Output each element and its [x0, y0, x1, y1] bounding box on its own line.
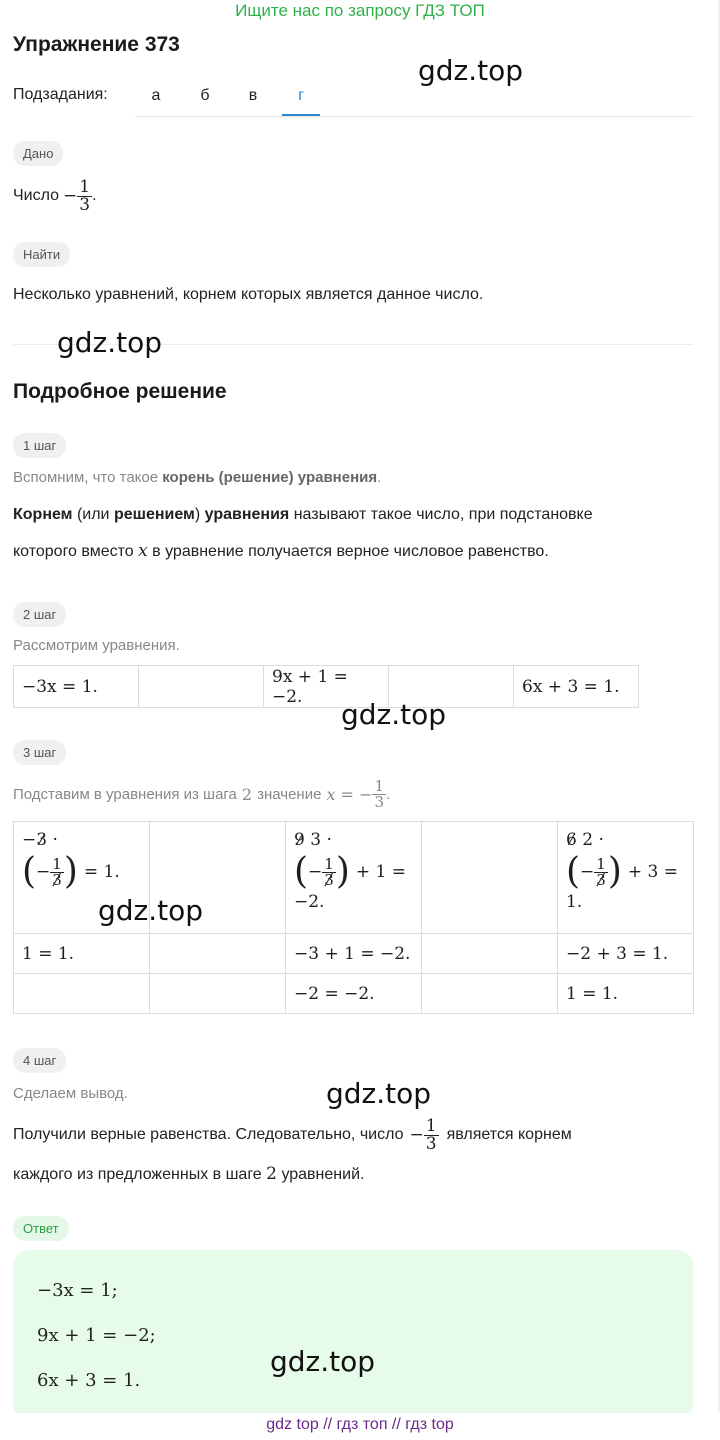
tab-g-active[interactable]: г — [282, 78, 320, 116]
col3-row2: −2 + 3 = 1. — [558, 934, 694, 974]
col1-line2 — [22, 852, 141, 892]
watermark: gdz.top — [270, 1345, 376, 1378]
col3-line3: 1. — [566, 892, 583, 912]
eq-cell-2: 9x + 1 = −2. — [264, 666, 389, 708]
step1-hint-suffix: . — [377, 469, 382, 486]
col3-dot: · — [598, 830, 604, 850]
step2-hint: Рассмотрим уравнения. — [13, 637, 180, 654]
step1-hint-bold: корень (решение) уравнения — [162, 469, 378, 486]
col3-fraction — [594, 854, 608, 889]
col2-fraction — [322, 854, 336, 889]
col2-line3: −2. — [294, 892, 325, 912]
def-line2-b: в уравнение получается верное числовое равенство. — [147, 543, 549, 560]
step3-hint-mid: значение — [257, 785, 322, 803]
given-prefix: Число — [13, 187, 60, 204]
answer-line-1: −3x = 1; — [37, 1280, 118, 1301]
empty-cell — [150, 934, 286, 974]
step3-hint-den: 3 — [374, 792, 384, 811]
def-var: x — [138, 541, 148, 561]
tab-v[interactable]: в — [248, 87, 258, 104]
step3-hint — [13, 770, 390, 818]
col3-den: 3 — [596, 870, 606, 889]
col3-line1 — [566, 830, 685, 850]
step3-hint-suffix: . — [386, 785, 391, 803]
step1-hint — [13, 469, 381, 486]
find-tag: Найти — [13, 242, 70, 267]
paren-open: ( — [294, 851, 309, 892]
paren-close: ) — [335, 851, 350, 892]
concl-fraction — [424, 1115, 439, 1154]
answer-tag: Ответ — [13, 1216, 69, 1241]
concl-den: 3 — [425, 1133, 437, 1154]
step1-definition-line2 — [13, 540, 549, 563]
subtasks-tabs — [135, 78, 693, 117]
step4-tag: 4 шаг — [13, 1048, 66, 1073]
empty-cell — [14, 974, 150, 1014]
col3-line2 — [566, 852, 685, 892]
step3-tag: 3 шаг — [13, 740, 66, 765]
step3-hint-num: 1 — [374, 776, 384, 795]
col1-dot: · — [52, 830, 58, 850]
tab-b[interactable]: б — [200, 87, 210, 104]
col2-den: 3 — [324, 870, 334, 889]
col3-cell — [558, 822, 694, 934]
def-text-1: (или — [72, 506, 114, 523]
col3-paren-minus: − — [580, 862, 595, 882]
empty-cell — [422, 822, 558, 934]
step4-hint: Сделаем вывод. — [13, 1085, 128, 1102]
empty-cell — [422, 934, 558, 974]
def-bold-2: решением — [113, 506, 195, 523]
col2-line2 — [294, 852, 413, 892]
col3-row3: 1 = 1. — [558, 974, 694, 1014]
step1-hint-prefix: Вспомним, что такое — [13, 469, 163, 486]
given-fraction — [77, 176, 92, 215]
col2-rest: + 1 = — [355, 862, 407, 882]
step4-conclusion-line1 — [13, 1110, 572, 1160]
watermark: gdz.top — [57, 326, 163, 359]
step3-hint-fraction — [372, 776, 386, 811]
find-text: Несколько уравнений, корнем которых является данное число. — [13, 286, 484, 303]
given-tag: Дано — [13, 141, 63, 166]
given-suffix: . — [92, 187, 97, 204]
col2-paren-minus: − — [308, 862, 323, 882]
subtasks-label: Подзадания: — [13, 86, 108, 103]
watermark: gdz.top — [418, 54, 524, 87]
step2-equations-table — [13, 665, 639, 708]
eq-cell-empty — [139, 666, 264, 708]
step1-tag: 1 шаг — [13, 433, 66, 458]
eq-cell-3: 6x + 3 = 1. — [514, 666, 639, 708]
col2-cell — [286, 822, 422, 934]
def-bold-3: уравнения — [204, 506, 290, 523]
col1-fraction — [50, 854, 64, 889]
top-banner[interactable]: Ищите нас по запросу ГДЗ ТОП — [235, 1, 485, 20]
given-den: 3 — [79, 194, 91, 215]
col1-line1 — [22, 830, 141, 850]
step3-hint-var: x = − — [326, 784, 373, 804]
def-text-3: называют такое число, при подстановке — [289, 506, 593, 523]
answer-line-2: 9x + 1 = −2; — [37, 1325, 156, 1346]
watermark: gdz.top — [341, 698, 447, 731]
col2-num: 1 — [324, 854, 334, 873]
empty-cell — [422, 974, 558, 1014]
watermark: gdz.top — [98, 894, 204, 927]
given-num: 1 — [79, 176, 91, 197]
col1-num: 1 — [52, 854, 62, 873]
paren-close: ) — [63, 851, 78, 892]
given-minus: − — [63, 186, 78, 206]
col2-row3: −2 = −2. — [286, 974, 422, 1014]
tab-a[interactable]: а — [151, 87, 161, 104]
concl-b: является корнем — [446, 1126, 572, 1143]
col3-struck: 6 — [566, 830, 577, 850]
solution-title: Подробное решение — [13, 380, 227, 403]
concl-line2-b: уравнений. — [281, 1166, 365, 1183]
empty-cell — [150, 974, 286, 1014]
col1-coef: 3 — [36, 830, 48, 850]
concl-minus: − — [409, 1125, 424, 1145]
col1-result: = 1. — [83, 862, 120, 882]
watermark: gdz.top — [326, 1077, 432, 1110]
concl-step: 2 — [266, 1164, 277, 1184]
step3-hint-prefix: Подставим в уравнения из шага — [13, 785, 237, 803]
step1-definition-line1 — [13, 504, 593, 526]
col1-row2: 1 = 1. — [14, 934, 150, 974]
def-line2-a: которого вместо — [13, 543, 139, 560]
col2-dot: · — [326, 830, 332, 850]
given-text — [13, 172, 97, 220]
col2-row2: −3 + 1 = −2. — [286, 934, 422, 974]
step4-conclusion-line2 — [13, 1163, 364, 1186]
concl-a: Получили верные равенства. Следовательно, число — [13, 1126, 404, 1143]
col2-struck: 9 — [294, 830, 305, 850]
answer-line-3: 6x + 3 = 1. — [37, 1370, 141, 1391]
col1-minus: − — [22, 830, 37, 850]
concl-line2-a: каждого из предложенных в шаге — [13, 1166, 262, 1183]
col3-rest: + 3 = — [627, 862, 679, 882]
step2-tag: 2 шаг — [13, 602, 66, 627]
eq-cell-1: −3x = 1. — [14, 666, 139, 708]
def-text-2: ) — [194, 506, 205, 523]
col3-num: 1 — [596, 854, 606, 873]
col1-paren-minus: − — [36, 862, 51, 882]
paren-open: ( — [566, 851, 581, 892]
col2-line1 — [294, 830, 413, 850]
col3-coef: 2 — [582, 830, 594, 850]
col2-coef: 3 — [310, 830, 322, 850]
def-bold-1: Корнем — [13, 506, 73, 523]
concl-num: 1 — [425, 1115, 437, 1136]
paren-open: ( — [22, 851, 37, 892]
paren-close: ) — [607, 851, 622, 892]
step3-hint-step: 2 — [241, 784, 253, 804]
exercise-title: Упражнение 373 — [13, 33, 180, 56]
footer-links[interactable]: gdz top // гдз топ // гдз top — [0, 1413, 720, 1440]
col1-den: 3 — [52, 870, 62, 889]
answer-box — [13, 1250, 693, 1420]
